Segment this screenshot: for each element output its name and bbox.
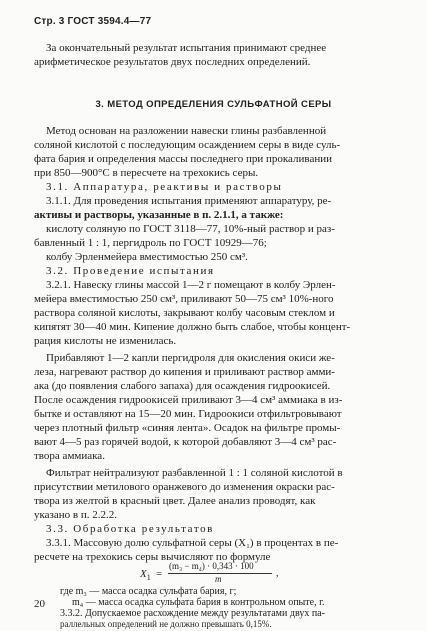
p2-line-6: через плотный фильтр «синяя лента». Осадок на фильтре промы-: [34, 422, 341, 434]
p2-line-5: бытке и оставляют на 15—20 мин. Гидроокиси отфильтровывают: [34, 408, 342, 420]
p2-line-4: После осаждения гидроокисей приливают 3—4 см³ аммиака в из-: [34, 394, 343, 406]
p332-line-1: 3.3.2. Допускаемое расхождение между результатами двух па-: [60, 608, 325, 619]
formula-denominator: m: [215, 574, 222, 584]
p321-line-5: рация кислоты не изменилась.: [34, 335, 177, 347]
p331-line-1: 3.3.1. Массовую долю сульфатной серы (X₁) в процентах в пе-: [46, 537, 339, 549]
standard-number: ГОСТ 3594.4—77: [67, 16, 152, 27]
p332-line-2: раллельных определений не должно превышать 0,15%.: [60, 619, 272, 629]
page-header: [34, 16, 151, 27]
where-line-2: m₄ — масса осадка сульфата бария в контрольном опыте, г.: [72, 597, 325, 608]
p3-line-4: указано в п. 2.2.2.: [34, 509, 118, 521]
p321-line-4: кипятят 30—40 мин. Кипение должно быть слабое, чтобы концент-: [34, 321, 351, 333]
p2-line-7: вают 4—5 раз горячей водой, к которой добавляют 3—4 см³ рас-: [34, 436, 337, 448]
p3-line-1: Фильтрат нейтрализуют разбавленной 1 : 1 соляной кислотой в: [46, 467, 343, 479]
formula-numerator: (m₃ − m₄) · 0,343 · 100: [169, 561, 254, 571]
intro-line-2: арифметическое результатов двух последних определений.: [34, 56, 311, 68]
p321-line-3: раствора соляной кислоты, закрывают колбу часовым стеклом и: [34, 307, 335, 319]
item1-line-1: кислоту соляную по ГОСТ 3118—77, 10%-ный раствор и раз-: [46, 223, 335, 235]
formula-equals: =: [156, 568, 163, 580]
page-label: Стр. 3: [34, 16, 65, 27]
method-line-4: при 850—900°С в пересчете на трехокись серы.: [34, 167, 259, 179]
p2-line-2: леза, нагревают раствор до кипения и приливают раствор амми-: [34, 366, 335, 378]
heading-3-1: 3.1. Аппаратура, реактивы и растворы: [46, 181, 283, 193]
formula-terminator: ,: [276, 568, 279, 579]
page-number: 20: [34, 598, 45, 610]
formula: [140, 562, 290, 588]
method-line-1: Метод основан на разложении навески глины разбавленной: [46, 125, 327, 137]
p2-line-3: ака (до появления слабого запаха) для осаждения гидроокисей.: [34, 380, 331, 392]
intro-line-1: За окончательный результат испытания принимают среднее: [46, 42, 327, 54]
p321-line-1: 3.2.1. Навеску глины массой 1—2 г помещают в колбу Эрлен-: [46, 279, 336, 291]
p2-line-8: твора аммиака.: [34, 450, 105, 462]
p3-line-3: твора из желтой в красный цвет. Далее анализ проводят, как: [34, 495, 316, 507]
where-line-1: где m₃ — масса осадка сульфата бария, г;: [60, 586, 237, 597]
heading-3-2: 3.2. Проведение испытания: [46, 265, 215, 277]
p311-line-2: активы и растворы, указанные в п. 2.1.1, а также:: [34, 209, 284, 221]
item1-line-2: бавленный 1 : 1, пергидроль по ГОСТ 10929—76;: [34, 237, 267, 249]
p311-line-1: 3.1.1. Для проведения испытания применяют аппаратуру, ре-: [46, 195, 332, 207]
formula-lhs: $X_1$: [140, 568, 151, 583]
p3-line-2: присутствии метилового оранжевого до изменения окраски рас-: [34, 481, 335, 493]
p2-line-1: Прибавляют 1—2 капли пергидроля для окисления окиси же-: [46, 352, 335, 364]
p321-line-2: мейера вместимостью 250 см³, приливают 50—75 см³ 10%-ного: [34, 293, 334, 305]
method-line-2: соляной кислотой с последующим осаждением серы в виде суль-: [34, 139, 341, 151]
p331-line-2: ресчете на трехокись серы вычисляют по формуле: [34, 551, 271, 563]
heading-3-3: 3.3. Обработка результатов: [46, 523, 214, 535]
section-title: 3. МЕТОД ОПРЕДЕЛЕНИЯ СУЛЬФАТНОЙ СЕРЫ: [95, 99, 332, 110]
item2: колбу Эрленмейера вместимостью 250 см³.: [46, 251, 248, 263]
method-line-3: фата бария и определения массы последнего при прокаливании: [34, 153, 332, 165]
